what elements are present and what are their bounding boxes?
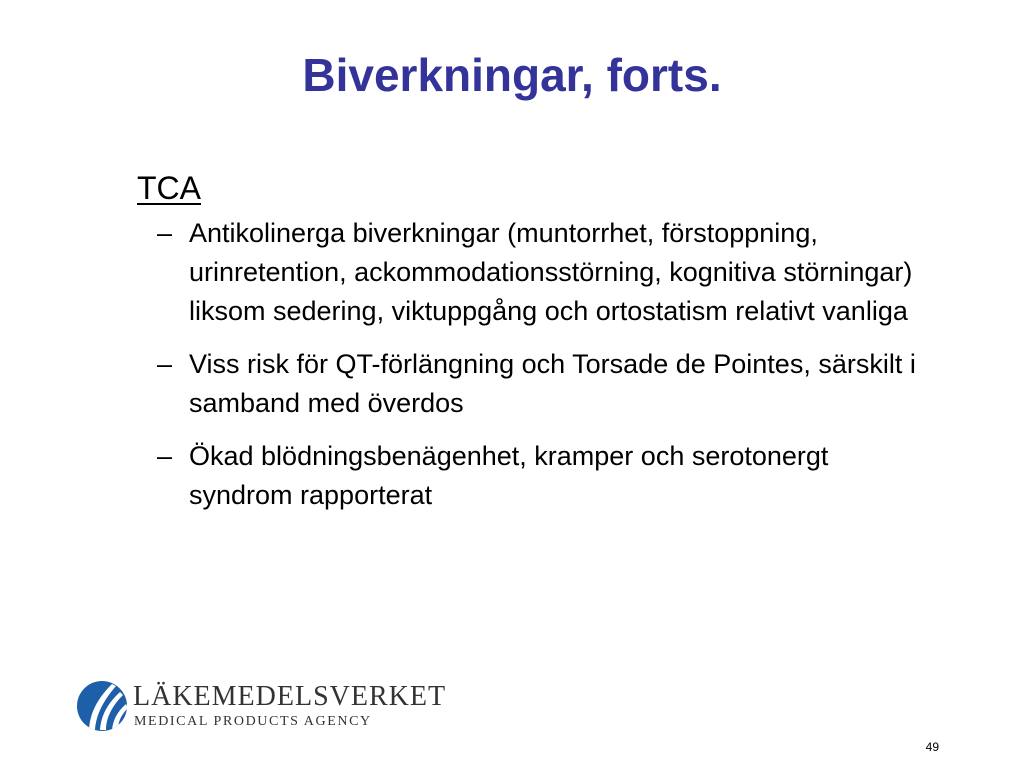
- lakemedelsverket-emblem-icon: [76, 680, 128, 732]
- slide-content: [137, 168, 917, 529]
- logo-wordmark: LÄKEMEDELSVERKET: [133, 681, 447, 712]
- page-number: 49: [925, 740, 939, 754]
- agency-logo: [76, 680, 447, 740]
- slide-title: Biverkningar, forts.: [302, 49, 722, 101]
- bullet-item: [137, 345, 917, 423]
- section-heading: TCA: [137, 170, 201, 206]
- bullet-marker: –: [157, 349, 173, 379]
- bullet-text: Antikolinerga biverkningar (muntorrhet, förstoppning, urinretention, ackommodationsstörning, kognitiva störningar) liksom sedering, viktuppgång och ortostatism relativt vanliga: [189, 218, 913, 326]
- bullet-text: Ökad blödningsbenägenhet, kramper och serotonergt syndrom rapporterat: [189, 441, 829, 510]
- bullet-item: [137, 437, 917, 515]
- bullet-text: Viss risk för QT-förlängning och Torsade de Pointes, särskilt i samband med överdos: [189, 349, 916, 418]
- bullet-marker: –: [157, 218, 173, 248]
- bullet-marker: –: [157, 441, 173, 471]
- bullet-list: [137, 214, 917, 515]
- bullet-item: [137, 214, 917, 331]
- logo-subtitle: MEDICAL PRODUCTS AGENCY: [134, 714, 372, 729]
